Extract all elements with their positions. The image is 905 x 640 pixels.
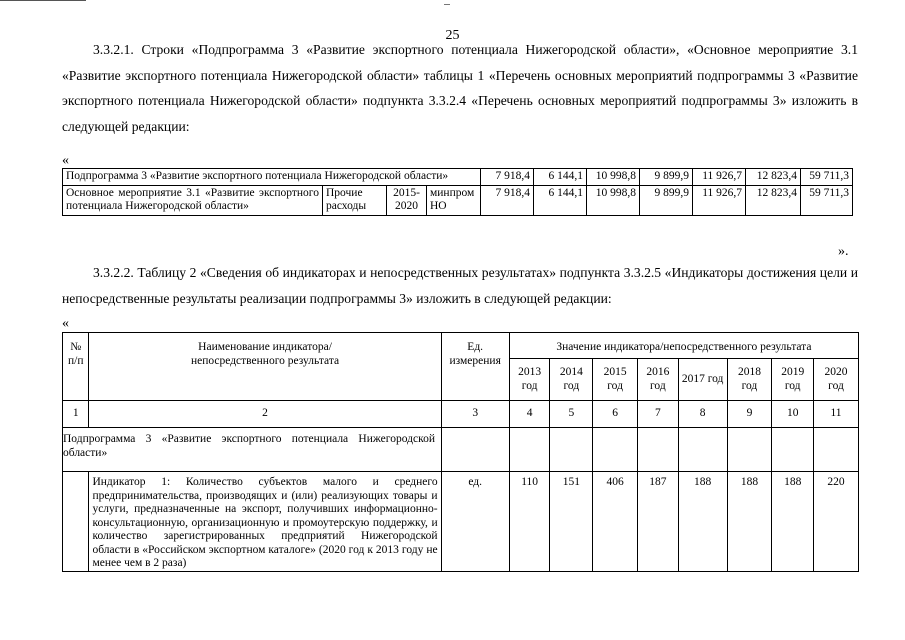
- indicator-value: 220: [814, 472, 859, 572]
- indicator-value: 188: [678, 472, 727, 572]
- empty-cell: [814, 428, 859, 472]
- period: 2015-2020: [387, 185, 427, 215]
- index-cell: 2: [89, 401, 441, 428]
- row-name: Основное мероприятие 3.1 «Развитие экспортного потенциала Нижегородской области»: [63, 185, 323, 215]
- value-cell: 7 918,4: [481, 185, 534, 215]
- empty-cell: [441, 428, 509, 472]
- index-row: [63, 401, 859, 428]
- value-cell: 9 899,9: [640, 169, 693, 186]
- header-row: [63, 333, 859, 359]
- indicator-row: [63, 472, 859, 572]
- table-1-excerpt: [62, 168, 853, 216]
- table-row-measure: [63, 185, 853, 215]
- indicator-value: 406: [593, 472, 638, 572]
- index-cell: 10: [772, 401, 814, 428]
- indicator-value: 151: [550, 472, 593, 572]
- col-header-values: Значение индикатора/непосредственного результата: [509, 333, 858, 359]
- paragraph-3-3-2-1: 3.3.2.1. Строки «Подпрограмма 3 «Развитие экспортного потенциала Нижегородской области», «Основное мероприятие 3.1 «Развитие экспортного потенциала Нижегородской области» таблицы 1 «Перечень основных мероприятий подпрограммы 3 «Развитие экспортного потенциала Нижегородской области» подпункта 3.3.2.4 «Перечень основных мероприятий подпрограммы 3» изложить в следующей редакции:: [62, 42, 858, 134]
- value-cell: 11 926,7: [693, 169, 746, 186]
- indicator-value: 188: [727, 472, 772, 572]
- indicator-value: 110: [509, 472, 550, 572]
- index-cell: 7: [638, 401, 679, 428]
- col-header-unit: Ед. измерения: [441, 333, 509, 401]
- quote-close: ».: [838, 244, 849, 259]
- empty-cell: [509, 428, 550, 472]
- year-header: 2017 год: [678, 359, 727, 401]
- year-header: 2015 год: [593, 359, 638, 401]
- indicator-value: 187: [638, 472, 679, 572]
- value-cell: 12 823,4: [746, 169, 801, 186]
- index-cell: 9: [727, 401, 772, 428]
- indicator-value: 188: [772, 472, 814, 572]
- value-cell: 59 711,3: [801, 185, 853, 215]
- table-2-indicators: [62, 332, 859, 572]
- year-header: 2016 год: [638, 359, 679, 401]
- executor: минпром НО: [427, 185, 481, 215]
- value-cell: 11 926,7: [693, 185, 746, 215]
- empty-cell: [550, 428, 593, 472]
- year-header: 2020 год: [814, 359, 859, 401]
- col-header-num: № п/п: [63, 333, 89, 401]
- value-cell: 12 823,4: [746, 185, 801, 215]
- value-cell: 10 998,8: [587, 185, 640, 215]
- row-name: Подпрограмма 3 «Развитие экспортного потенциала Нижегородской области»: [63, 169, 481, 186]
- value-cell: 10 998,8: [587, 169, 640, 186]
- empty-cell: [593, 428, 638, 472]
- empty-cell: [727, 428, 772, 472]
- expense-type: Прочие расходы: [323, 185, 387, 215]
- year-header: 2014 год: [550, 359, 593, 401]
- index-cell: 8: [678, 401, 727, 428]
- value-cell: 59 711,3: [801, 169, 853, 186]
- header-rule: [0, 0, 86, 1]
- value-cell: 7 918,4: [481, 169, 534, 186]
- col-header-name: Наименование индикатора/ непосредственного результата: [89, 333, 441, 401]
- index-cell: 1: [63, 401, 89, 428]
- index-cell: 5: [550, 401, 593, 428]
- indicator-name: Индикатор 1: Количество субъектов малого и среднего предпринимательства, производящих и (или) реализующих товары и услуги, предназначенные на экспорт, получивших информационно-консультационную, организационную и промоутерскую поддержку, и количество зарегистрированных предприятий Нижегородской области в «Российском экспортном каталоге» (2020 год к 2013 году не менее чем в 2 раза): [89, 472, 441, 572]
- quote-open: «: [62, 316, 69, 331]
- year-header: 2018 год: [727, 359, 772, 401]
- value-cell: 6 144,1: [534, 169, 587, 186]
- header-dash: [444, 4, 450, 5]
- year-header: 2013 год: [509, 359, 550, 401]
- index-cell: 11: [814, 401, 859, 428]
- empty-cell: [638, 428, 679, 472]
- page-number: 25: [445, 28, 460, 43]
- index-cell: 4: [509, 401, 550, 428]
- index-cell: 3: [441, 401, 509, 428]
- subprogram-text: Подпрограмма 3 «Развитие экспортного потенциала Нижегородской области»: [63, 433, 435, 459]
- empty-cell: [772, 428, 814, 472]
- quote-open: «: [62, 153, 69, 168]
- year-header: 2019 год: [772, 359, 814, 401]
- indicator-unit: ед.: [441, 472, 509, 572]
- value-cell: 6 144,1: [534, 185, 587, 215]
- subprogram-row: [63, 428, 859, 472]
- empty-cell: [678, 428, 727, 472]
- value-cell: 9 899,9: [640, 185, 693, 215]
- table-row-subprogram: [63, 169, 853, 186]
- index-cell: 6: [593, 401, 638, 428]
- subprogram-name: [63, 428, 442, 472]
- empty-cell: [63, 472, 89, 572]
- paragraph-3-3-2-2: 3.3.2.2. Таблицу 2 «Сведения об индикаторах и непосредственных результатах» подпункта 3.3.2.5 «Индикаторы достижения цели и непосредственные результаты реализации подпрограммы 3» изложить в следующей редакции:: [62, 265, 858, 306]
